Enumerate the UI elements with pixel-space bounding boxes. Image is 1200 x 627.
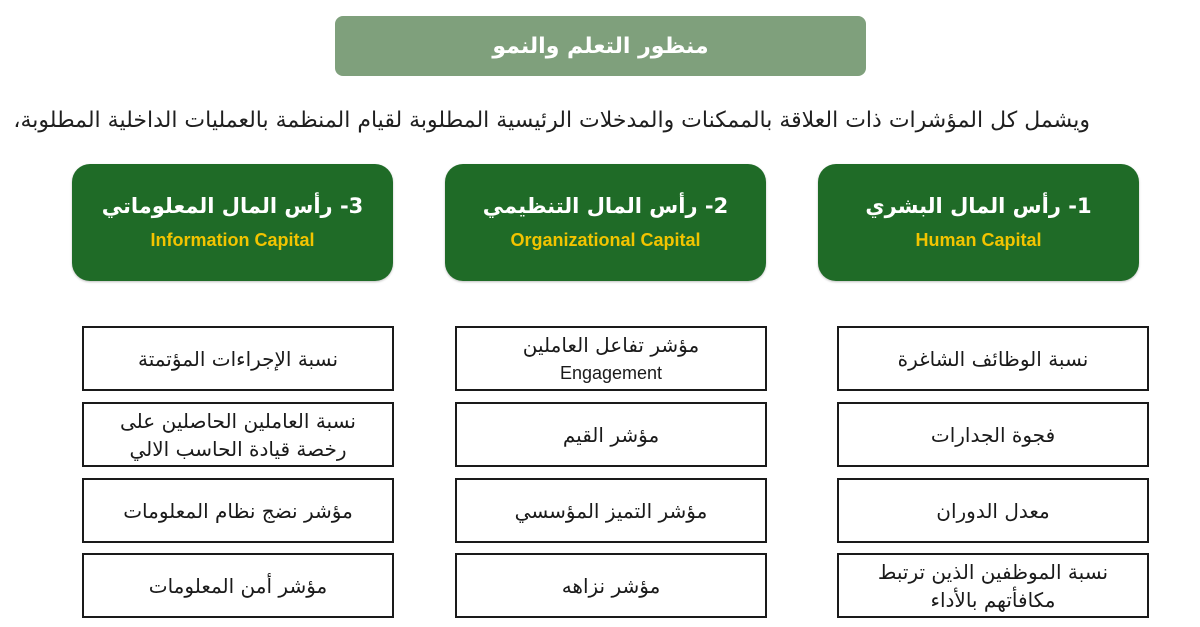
indicator-box	[82, 402, 394, 467]
indicator-text-line2: مكافأتهم بالأداء	[930, 587, 1056, 612]
indicator-box	[837, 553, 1149, 618]
information-capital-title-ar: 3- رأس المال المعلوماتي	[101, 193, 364, 218]
human-capital-title-ar: 1- رأس المال البشري	[865, 193, 1092, 218]
organizational-capital-header	[445, 164, 766, 281]
indicator-text: مؤشر نضج نظام المعلومات	[123, 498, 353, 523]
indicator-text: نسبة الإجراءات المؤتمتة	[137, 346, 339, 371]
indicator-text: مؤشر التميز المؤسسي	[514, 498, 708, 523]
indicator-box	[455, 326, 767, 391]
indicator-text: مؤشر القيم	[562, 422, 660, 447]
indicator-text: معدل الدوران	[936, 498, 1050, 523]
indicator-text-line2: رخصة قيادة الحاسب الالي	[129, 436, 347, 461]
human-capital-title-en: Human Capital	[915, 229, 1042, 250]
indicator-box	[82, 478, 394, 543]
indicator-text-line1: نسبة الموظفين الذين ترتبط	[877, 559, 1109, 584]
intro-text: ويشمل كل المؤشرات ذات العلاقة بالممكنات والمدخلات الرئيسية المطلوبة لقيام المنظمة بالعمليات الداخلية المطلوبة،	[13, 108, 1090, 133]
organizational-capital-title-en: Organizational Capital	[510, 229, 701, 250]
indicator-box	[455, 553, 767, 618]
perspective-title: منظور التعلم والنمو	[335, 16, 866, 76]
information-capital-header	[72, 164, 393, 281]
indicator-box	[837, 478, 1149, 543]
indicator-text-line1: مؤشر تفاعل العاملين	[522, 332, 700, 357]
indicator-text-line1: نسبة العاملين الحاصلين على	[120, 408, 356, 433]
information-capital-title-en: Information Capital	[150, 229, 315, 250]
indicator-text: مؤشر نزاهه	[561, 573, 661, 598]
indicator-box	[455, 478, 767, 543]
indicator-box	[837, 326, 1149, 391]
indicator-box	[837, 402, 1149, 467]
indicator-text: فجوة الجدارات	[930, 422, 1056, 447]
indicator-box	[82, 326, 394, 391]
indicator-text-line2: Engagement	[559, 362, 663, 383]
indicator-box	[82, 553, 394, 618]
indicator-box	[455, 402, 767, 467]
indicator-text: نسبة الوظائف الشاغرة	[897, 346, 1089, 371]
organizational-capital-title-ar: 2- رأس المال التنظيمي	[482, 193, 729, 218]
human-capital-header	[818, 164, 1139, 281]
indicator-text: مؤشر أمن المعلومات	[148, 573, 328, 598]
